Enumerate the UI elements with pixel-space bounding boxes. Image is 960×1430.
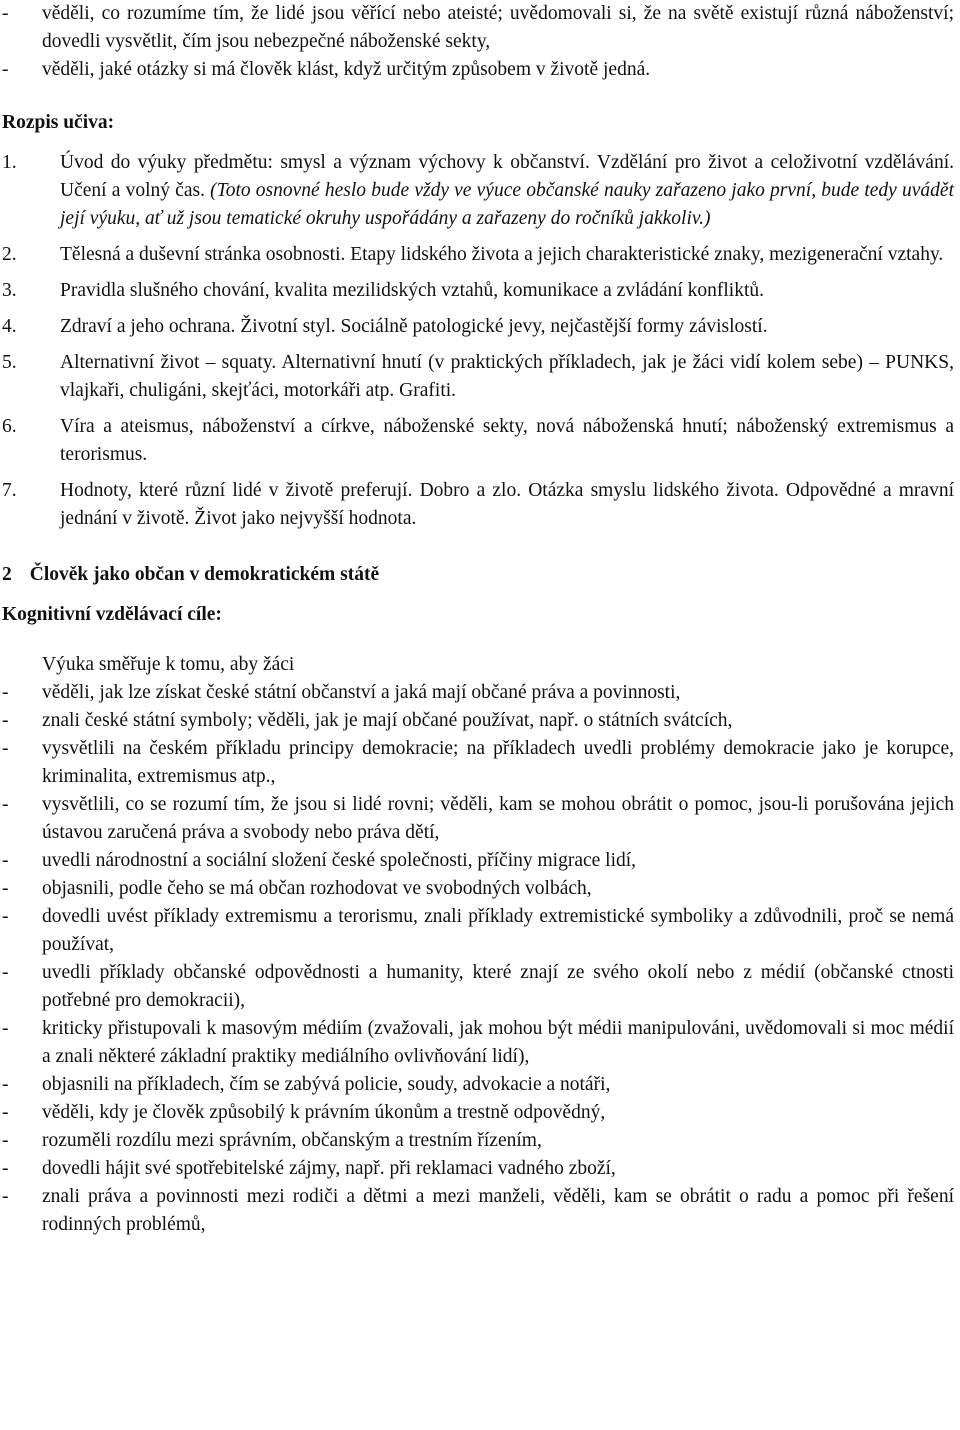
bullet-dash: - — [2, 878, 9, 899]
list-item — [0, 679, 954, 707]
topic-number: 2. — [2, 244, 17, 265]
topic-item — [0, 349, 954, 405]
bullet-dash: - — [2, 962, 9, 983]
section-number: 2 — [2, 564, 12, 585]
topic-item — [0, 241, 954, 269]
list-item — [0, 1015, 954, 1071]
list-item — [0, 847, 954, 875]
list-item-text: vysvětlili na českém příkladu principy demokracie; na příkladech uvedli problémy demokracie jako je korupce, kriminalita, extremismus atp., — [42, 738, 954, 787]
list-item-text: vysvětlili, co se rozumí tím, že jsou si lidé rovni; věděli, kam se mohou obrátit o pomoc, jsou-li porušována jejich ústavou zaručená práva a svobody nebo práva dětí, — [42, 794, 954, 843]
topic-list — [0, 149, 954, 533]
bullet-dash: - — [2, 682, 9, 703]
bullet-dash: - — [2, 1158, 9, 1179]
section-title: Člověk jako občan v demokratickém státě — [29, 564, 380, 585]
intro-text: Výuka směřuje k tomu, aby žáci — [42, 654, 295, 675]
bullet-dash: - — [2, 738, 9, 759]
bullet-dash: - — [2, 850, 9, 871]
topic-note: (Toto osnovné heslo bude vždy ve výuce občanské nauky zařazeno jako první, bude tedy uvádět její výuku, ať už jsou tematické okruhy uspořádány a zařazeny do ročníků jakkoliv.) — [60, 180, 954, 229]
list-item-text: uvedli příklady občanské odpovědnosti a humanity, které znají ze svého okolí nebo z médií (občanské ctnosti potřebné pro demokracii), — [42, 962, 954, 1011]
list-item — [0, 1183, 954, 1239]
list-item — [0, 56, 954, 84]
bullet-dash: - — [2, 1102, 9, 1123]
bullet-dash: - — [2, 59, 9, 80]
rozpis-heading: Rozpis učiva: — [2, 112, 115, 133]
top-bullet-list — [0, 0, 954, 84]
bullet-dash: - — [2, 906, 9, 927]
list-item — [0, 1099, 954, 1127]
bullet-dash: - — [2, 1018, 9, 1039]
topic-number: 5. — [2, 352, 17, 373]
list-item — [0, 707, 954, 735]
cognitive-goals-heading: Kognitivní vzdělávací cíle: — [2, 604, 222, 625]
list-item — [0, 959, 954, 1015]
list-item — [0, 1127, 954, 1155]
list-item — [0, 735, 954, 791]
topic-text: Alternativní život – squaty. Alternativní hnutí (v praktických příkladech, jak je žáci vidí kolem sebe) – PUNKS, vlajkaři, chuligáni, skejťáci, motorkáři atp. Grafiti. — [60, 352, 954, 401]
list-item-text: věděli, co rozumíme tím, že lidé jsou věřící nebo ateisté; uvědomovali si, že na světě existují různá náboženství; dovedli vysvětlit, čím jsou nebezpečné náboženské sekty, — [42, 3, 954, 52]
list-item-text: znali práva a povinnosti mezi rodiči a dětmi a mezi manželi, věděli, kam se obrátit o radu a pomoc při řešení rodinných problémů, — [42, 1186, 954, 1235]
list-item-text: věděli, jaké otázky si má člověk klást, když určitým způsobem v životě jedná. — [42, 59, 651, 80]
list-item-text: dovedli uvést příklady extremismu a terorismu, znali příklady extremistické symboliky a zdůvodnili, proč se nemá používat, — [42, 906, 954, 955]
list-item-text: věděli, jak lze získat české státní občanství a jaká mají občané práva a povinnosti, — [42, 682, 681, 703]
list-item — [0, 791, 954, 847]
list-item-text: kriticky přistupovali k masovým médiím (zvažovali, jak mohou být médii manipulováni, uvědomovali si moc médií a znali některé základní praktiky mediálního ovlivňování lidí), — [42, 1018, 954, 1067]
topic-item — [0, 313, 954, 341]
list-item — [0, 875, 954, 903]
topic-text: Hodnoty, které různí lidé v životě preferují. Dobro a zlo. Otázka smyslu lidského života. Odpovědné a mravní jednání v životě. Život jako nejvyšší hodnota. — [60, 480, 954, 529]
list-item-text: věděli, kdy je člověk způsobilý k právním úkonům a trestně odpovědný, — [42, 1102, 606, 1123]
topic-item — [0, 149, 954, 233]
topic-item — [0, 413, 954, 469]
list-item-text: objasnili na příkladech, čím se zabývá policie, soudy, advokacie a notáři, — [42, 1074, 611, 1095]
list-item — [0, 903, 954, 959]
bullet-dash: - — [2, 1130, 9, 1151]
topic-number: 4. — [2, 316, 17, 337]
list-item — [0, 1155, 954, 1183]
topic-number: 7. — [2, 480, 17, 501]
list-item — [0, 0, 954, 56]
topic-text: Pravidla slušného chování, kvalita mezilidských vztahů, komunikace a zvládání konfliktů. — [60, 280, 764, 301]
section-heading — [0, 561, 954, 589]
bullet-dash: - — [2, 794, 9, 815]
topic-item — [0, 477, 954, 533]
list-item — [0, 1071, 954, 1099]
bullet-dash: - — [2, 1186, 9, 1207]
topic-text: Zdraví a jeho ochrana. Životní styl. Sociálně patologické jevy, nejčastější formy závislostí. — [60, 316, 768, 337]
list-item-text: znali české státní symboly; věděli, jak je mají občané používat, např. o státních svátcích, — [42, 710, 733, 731]
topic-number: 3. — [2, 280, 17, 301]
topic-text: Úvod do výuky předmětu: smysl a význam výchovy k občanství. Vzdělání pro život a celoživotní vzdělávání. Učení a volný čas. — [60, 152, 954, 201]
bullet-dash: - — [2, 3, 9, 24]
list-item-text: dovedli hájit své spotřebitelské zájmy, např. při reklamaci vadného zboží, — [42, 1158, 616, 1179]
list-item-text: uvedli národnostní a sociální složení české společnosti, příčiny migrace lidí, — [42, 850, 637, 871]
topic-number: 1. — [2, 152, 17, 173]
topic-text: Tělesná a duševní stránka osobnosti. Etapy lidského života a jejich charakteristické znaky, mezigenerační vztahy. — [60, 244, 944, 265]
list-item-text: objasnili, podle čeho se má občan rozhodovat ve svobodných volbách, — [42, 878, 592, 899]
list-item-text: rozuměli rozdílu mezi správním, občanským a trestním řízením, — [42, 1130, 542, 1151]
topic-number: 6. — [2, 416, 17, 437]
goal-list — [0, 679, 954, 1239]
bullet-dash: - — [2, 1074, 9, 1095]
bullet-dash: - — [2, 710, 9, 731]
topic-item — [0, 277, 954, 305]
topic-text: Víra a ateismus, náboženství a církve, náboženské sekty, nová náboženská hnutí; náboženský extremismus a terorismus. — [60, 416, 954, 465]
